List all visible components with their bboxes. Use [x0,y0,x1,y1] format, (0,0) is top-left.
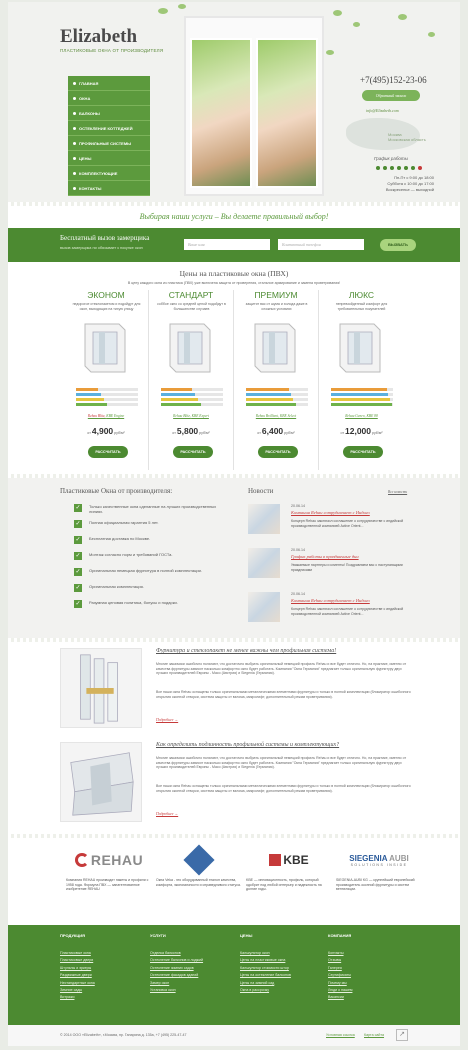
weekday-dot [397,166,401,170]
slogan: Выбирая наши услуги – Вы делаете правильный выбор! [139,212,329,221]
zigzag-divider [8,202,460,206]
rating-bar [76,393,138,396]
check-icon: ✓ [75,569,81,576]
rating-bar [76,398,138,401]
news-headline[interactable]: График работы в праздничные дни [291,554,359,559]
window-pane-right [256,38,318,188]
leaf-decoration [158,8,168,14]
rating-bar [161,388,223,391]
feature-text: Полная официальная гарантия 5 лет. [89,520,159,526]
calculate-button[interactable]: РАССЧИТАТЬ [88,446,128,458]
footer-link[interactable]: Пластиковые окна [60,951,91,955]
feature-item [74,568,224,578]
leaf-decoration [178,4,186,9]
rating-bars [246,388,308,408]
footer-col-title: ПРОДУКЦИЯ [60,933,86,938]
price-value: 6,400 [261,426,284,436]
brand-rehau [66,842,152,892]
veka-logo[interactable] [156,842,242,878]
price-card-lux [319,290,404,470]
page [8,2,460,1046]
rating-bar [246,398,308,401]
footer-link[interactable]: Вакансии [328,995,344,1000]
phone-number[interactable]: +7(495)152-23-06 [360,75,427,85]
footer-link[interactable]: Калькулятор стоимости штор [240,965,289,970]
footer-link[interactable]: Отзывы [328,958,342,963]
rating-bar [76,388,138,391]
siegenia-logo[interactable]: SIEGENIA AUBI SOLUTIONS INSIDE [349,853,409,867]
news-headline[interactable]: Компания Rehau сотрудничает с Индиго [291,598,370,603]
news-date: 20.06.14 [291,504,305,508]
footer-col-services [150,933,230,994]
weekday-dot [404,166,408,170]
menu-item-prices[interactable]: ЦЕНЫ [68,151,150,166]
card-name: ПРЕМИУМ [254,290,298,300]
weekday-dot [411,166,415,170]
news-thumbnail[interactable] [248,548,280,578]
feature-item [74,552,224,562]
brand-kbe [246,842,332,892]
brand-text: SIEGENIA-AUBI KG — крупнейший европейский производитель оконной фурнитуры и систем вентиляции. [336,878,415,892]
feature-item [74,520,224,530]
feature-text: Разумная ценовая политика, бонусы и подарки. [89,600,178,606]
check-icon: ✓ [75,553,81,560]
brands-section [8,842,460,922]
footer-link[interactable]: Цены на пластиковые окна [240,958,286,963]
footer-link[interactable]: Нестандартные окна [60,980,95,985]
weekday-dot-off [418,166,422,170]
brand-text: Компания REHAU производит пакеты и профили с 1958 года. Формула ПВХ — запатентованное изобретение REHAU [66,878,149,892]
menu-item-contacts[interactable]: КОНТАКТЫ [68,181,150,196]
price-unit: руб/м² [372,431,383,435]
card-price [319,426,404,436]
menu-item-cottages[interactable]: ОСТЕКЛЕНИЕ КОТТЕДЖЕЙ [68,121,150,136]
footer-link[interactable]: Отделка балконов [150,951,181,955]
footer-link[interactable]: Остекление зимних садов [150,965,194,970]
card-brand: Rehau Blitz, [87,414,106,418]
footer-link[interactable]: Остекление балконов и лоджий [150,958,204,963]
price-prefix: от [172,431,176,435]
card-price [64,426,148,436]
phone-input[interactable]: Контактный телефон [278,239,364,250]
footer-link[interactable]: Цены на зимний сад [240,980,275,985]
window-profile-icon [249,320,301,376]
email-link[interactable]: info@Elizabeth.com [366,108,399,113]
profile-section-image [60,742,142,822]
footer-link[interactable]: Раздвижные двери [60,973,92,978]
feature-item [74,600,224,610]
scroll-to-top-icon[interactable]: ↗ [396,1029,408,1041]
rating-bars [76,388,138,408]
article-title[interactable]: Фурнитура и стеклопакет не менее важны чем профильная система! [156,648,337,654]
rating-bars [161,388,223,408]
card-model: KBE 88 [366,414,378,418]
card-name: ЛЮКС [348,290,375,300]
feature-text: Оригинальная немецкая фурнитура в полной комплектации. [89,568,202,574]
footer-link[interactable]: Калькулятор окон [240,951,270,955]
price-value: 5,800 [176,426,199,436]
card-name: ЭКОНОМ [87,290,125,300]
menu-item-components[interactable]: КОМПЛЕКТУЮЩИЕ [68,166,150,181]
window-pane-left [190,38,252,188]
footer-link[interactable]: Остекление фасадов зданий [150,973,199,978]
check-icon: ✓ [75,537,81,544]
rating-bar [246,393,308,396]
conditional-link[interactable]: Условная ссылка [326,1033,355,1037]
weekday-dots [376,166,422,170]
city-label [388,132,426,142]
read-more-link[interactable]: Подробнее → [156,812,179,816]
leaf-decoration [353,22,360,27]
article [60,742,416,822]
feature-text: Монтаж согласно норм и требований ГОСТа. [89,552,173,558]
footer-link[interactable]: Замер окон [150,980,170,985]
article-title[interactable]: Как определить подлинность профильной системы и комплектующих? [156,742,340,748]
sitemap-link[interactable]: Карта сайта [364,1033,385,1037]
card-brand: Rehau Geneo, [345,414,366,418]
rating-bar [76,403,138,406]
kbe-logo[interactable]: KBE [246,842,332,878]
rating-bar [331,398,393,401]
check-icon: ✓ [75,505,81,511]
logo[interactable]: Elizabeth [60,26,138,47]
footer-link[interactable]: Установка окон [150,988,176,993]
footer-link[interactable]: Сертификаты [328,973,351,978]
news-text: Уважаемые партнеры и клиенты! Поздравляем вас с наступающими праздниками [291,563,403,572]
zigzag-divider [8,834,460,838]
leaf-decoration [398,14,407,20]
price-prefix: от [257,431,261,435]
brand-tagline: SOLUTIONS INSIDE [350,862,408,867]
price-cards [64,290,404,470]
footer-link[interactable]: Почему мы [328,980,347,985]
footer-link[interactable]: Витражи [60,995,75,1000]
price-unit: руб/м² [199,431,210,435]
city-line: Москва [388,132,402,137]
card-desc: непревзойденный комфорт для требовательных покупателей [335,302,388,311]
window-profile-icon [79,320,131,376]
footer-link[interactable]: Пластиковые двери [60,958,94,963]
bottom-bar [8,1025,460,1046]
footer-link[interactable]: Люди о нашем [328,988,353,993]
footer-col-company [328,933,408,1002]
window-profile-icon [334,320,386,376]
card-models[interactable] [149,414,233,418]
news-item [248,592,420,632]
price-card-econom [64,290,149,470]
schedule-line: Суббота с 10:00 до 17:00 [387,181,434,186]
rating-bar [331,393,393,396]
card-price [149,426,233,436]
price-card-premium [234,290,319,470]
card-brand: Rehau Brilliant, [255,414,279,418]
glass-unit-image [60,648,142,728]
footer-col-prices [240,933,320,994]
prices-intro: В цену каждого окна из пластика (ПВХ) уже включена защита от проверения, стальное армирование и замена проветривания! [127,281,341,285]
rating-bar [246,403,308,406]
menu-item-balconies[interactable]: БАЛКОНЫ [68,106,150,121]
price-unit: руб/м² [114,431,125,435]
calculate-button[interactable]: РАССЧИТАТЬ [173,446,213,458]
card-name: СТАНДАРТ [168,290,214,300]
rehau-logo[interactable]: REHAU [66,842,152,878]
call-measurer-button[interactable]: ВЫЗВАТЬ [380,239,416,251]
price-card-standard [149,290,234,470]
footer-link[interactable]: Цены на остекление балконов [240,973,291,978]
leaf-decoration [326,50,334,55]
main-menu [68,76,150,196]
tagline: ПЛАСТИКОВЫЕ ОКНА ОТ ПРОИЗВОДИТЕЛЯ [60,48,164,53]
copyright: © 2014 ООО «Elizabeth», г.Москва, пр. Ганарина д. 135а, +7 (495) 225-47-47 [60,1033,187,1037]
rating-bar [246,388,308,391]
zigzag-divider [8,638,460,642]
features-news-section [8,478,460,638]
news-item [248,504,420,544]
article-paragraph: Многие заказчики ошибочно полагают, что достаточно выбрать оригинальный немецкий профиль Rehau и все будет отлично. Но, на практике, именно от качества фурнитуры зависит насколько комфортно окно будет работать. Компания "Окна Германия" предлагает только оригинальную фурнитуру двух лучших производителей Европы - Maco (Австрия) и Siegenia (Германия). [156,756,407,770]
card-models[interactable] [64,414,148,418]
rating-bar [161,393,223,396]
measurer-callback-band [8,228,460,262]
news-date: 20.06.14 [291,592,305,596]
footer-col-products [60,933,140,1002]
city-line: Московская область [388,137,426,142]
schedule [344,175,434,193]
check-icon: ✓ [75,521,81,528]
footer-link[interactable]: Контакты [328,951,344,955]
article-paragraph: Многие заказчики ошибочно полагают, что достаточно выбрать оригинальный немецкий профиль Rehau и все будет отлично. Но, на практике, именно от качества фурнитуры зависит насколько комфортно окно будет работать. Компания "Окна Германия" предлагает только оригинальную фурнитуру двух лучших производителей Европы - Maco (Австрия) и Siegenia (Германия). [156,662,407,676]
news-thumbnail[interactable] [248,504,280,534]
footer-link[interactable]: Штульпы и эркеры [60,965,92,970]
schedule-title: График работы [374,156,408,161]
rating-bar [331,388,393,391]
read-more-link[interactable]: Подробнее → [156,718,179,722]
rating-bar [331,403,393,406]
feature-item [74,584,224,594]
features-list [74,504,224,616]
rating-bar [161,398,223,401]
weekday-dot [383,166,387,170]
leaf-decoration [428,32,435,37]
card-models[interactable] [319,414,404,418]
news-thumbnail[interactable] [248,592,280,622]
footer [8,925,460,1025]
news-date: 20.06.14 [291,548,305,552]
menu-item-home[interactable]: ГЛАВНАЯ [68,76,150,91]
card-desc: недорогое стеклопакетом и подойдут для окон, выходящих на тихую улицу [72,302,141,311]
callback-button[interactable]: Обратный звонок [362,90,420,101]
name-input[interactable]: Ваше имя [184,239,270,250]
card-price [234,426,318,436]
card-model: KBE Select [279,414,297,418]
card-model: KBE Engine [106,414,125,418]
brand-veka [156,842,242,887]
footer-link[interactable]: Окна в рассрочку [240,988,270,993]
feature-text: Бесплатная доставка по Москве. [89,536,151,542]
calculate-button[interactable]: РАССЧИТАТЬ [343,446,383,458]
weekday-dot [390,166,394,170]
rating-bar [161,403,223,406]
check-icon: ✓ [75,601,81,608]
prices-title: Цены на пластиковые окна (ПВХ) [179,269,289,278]
price-value: 12,000 [345,426,372,436]
header [8,2,460,202]
window-photo [184,16,324,196]
menu-item-windows[interactable]: ОКНА [68,91,150,106]
brand-text: KBE — инновационность, профиль, который одобрит под любой интерьер и надежность на долгие годы. [246,878,322,892]
card-desc: защитят вас от шума и холода даже в сложных условиях [245,302,308,311]
price-prefix: от [87,431,91,435]
news-text: Концерн Rehau заключил соглашение о сотрудничестве с индийской производственной компанией Active Orient... [291,519,404,528]
feature-text: Оригинальная комплектация. [89,584,144,590]
card-models[interactable] [234,414,318,418]
price-prefix: от [340,431,345,435]
brand-text: Окна Veka - это оборудованный эталон качества, комфорта, экономичности и справедливого статуса. [156,878,241,887]
footer-link[interactable]: Галерея [328,965,342,970]
all-news-link[interactable]: Все новости [388,490,408,494]
footer-col-title: ЦЕНЫ [240,933,253,938]
window-profile-icon [164,320,216,376]
feature-item [74,536,224,546]
article-paragraph: Все наши окна Rehau оснащены только оригинальными металлическими элементами фурнитуры и только в полной комплектации (блокиратор ошибочного открытия оконной створки, система защиты от взлома, микролифт, дополнительный режим проветривания). [156,784,411,793]
band-subtitle: вызов замерщика ни обязывает к покупке окон [60,246,143,250]
news-text: Концерн Rehau заключил соглашение о сотрудничестве с индийской производственной компанией Active Orient... [291,607,404,616]
news-headline[interactable]: Компания Rehau сотрудничает с Индиго [291,510,370,515]
feature-text: Только качественные окна сделанные на лучших производственных линиях. [89,504,217,515]
price-unit: руб/м² [284,431,295,435]
card-desc: соббое окно со средней ценой подойдут в большинстве случаев [157,302,226,311]
check-icon: ✓ [75,585,81,592]
card-brand: Rehau Blitz, [173,414,191,418]
news-title: Новости [248,487,274,495]
news-item [248,548,420,588]
schedule-line: Воскресенье — выходной [385,187,434,192]
features-title: Пластиковые Окна от производителя: [60,487,173,495]
article-paragraph: Все наши окна Rehau оснащены только оригинальными металлическими элементами фурнитуры и только в полной комплектации (блокиратор ошибочного открытия оконной створки, система защиты от взлома, микролифт, дополнительный режим проветривания). [156,690,411,699]
price-value: 4,900 [91,426,114,436]
card-model: KBE Expert [191,414,209,418]
article [60,648,416,728]
weekday-dot [376,166,380,170]
band-title: Бесплатный вызов замерщика [60,234,150,242]
leaf-decoration [333,10,342,16]
feature-item [74,504,224,514]
menu-item-profiles[interactable]: ПРОФИЛЬНЫЕ СИСТЕМЫ [68,136,150,151]
footer-link[interactable]: Зимние сады [60,988,83,993]
schedule-line: Пн-Пт с 9:00 до 18:00 [394,175,434,180]
footer-col-title: УСЛУГИ [150,933,166,938]
calculate-button[interactable]: РАССЧИТАТЬ [258,446,298,458]
footer-col-title: КОМПАНИЯ [328,933,352,938]
brand-siegenia [336,842,422,892]
rating-bars [331,388,393,408]
